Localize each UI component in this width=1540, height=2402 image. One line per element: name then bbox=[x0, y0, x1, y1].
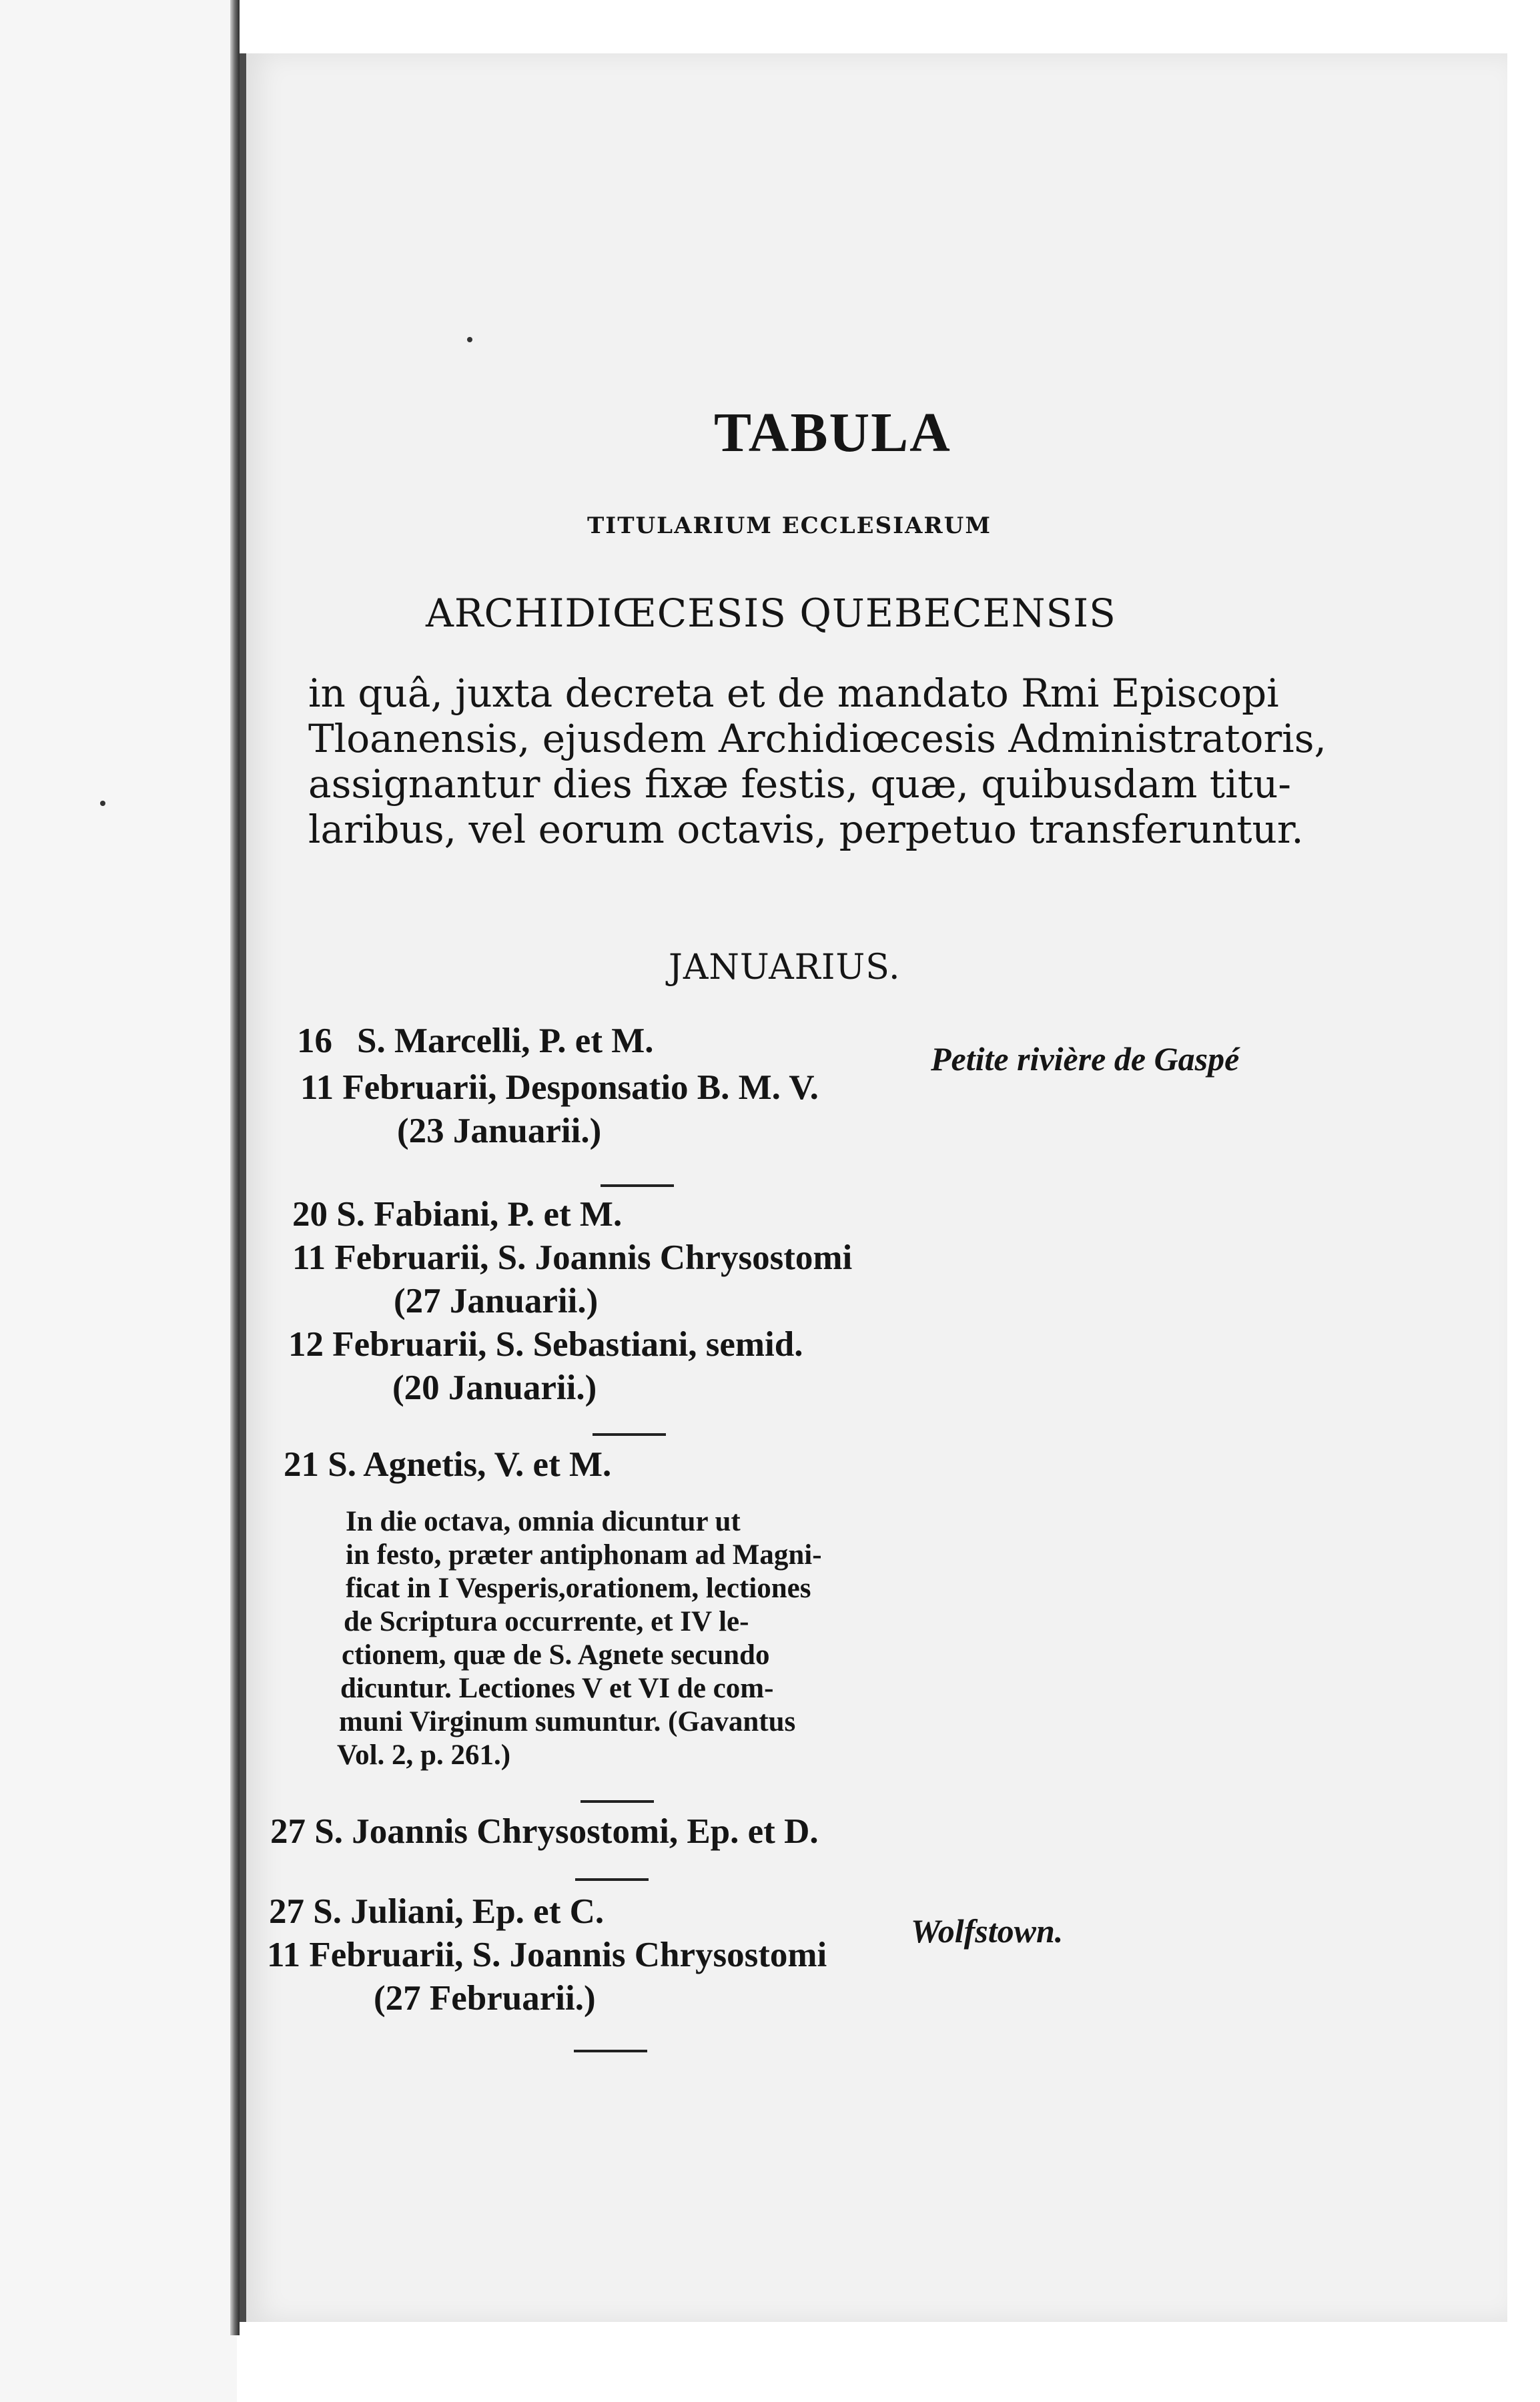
entry-line: (27 Februarii.) bbox=[374, 1979, 596, 2018]
note-line: in festo, præter antiphonam ad Magni- bbox=[346, 1539, 822, 1571]
entry-line: 12 Februarii, S. Sebastiani, semid. bbox=[288, 1325, 803, 1364]
entry-place: Petite rivière de Gaspé bbox=[931, 1040, 1240, 1078]
entry-line: 11 Februarii, Desponsatio B. M. V. bbox=[300, 1068, 819, 1107]
intro-line: Tloanensis, ejusdem Archidiœcesis Administratoris, bbox=[308, 716, 1326, 761]
intro-line: assignantur dies fixæ festis, quæ, quibusdam titu- bbox=[308, 761, 1291, 807]
intro-line: in quâ, juxta decreta et de mandato Rmi Episcopi bbox=[308, 671, 1279, 716]
entry-line: (23 Januarii.) bbox=[397, 1112, 602, 1150]
entry-place: Wolfstown. bbox=[911, 1912, 1064, 1950]
note-line: ctionem, quæ de S. Agnete secundo bbox=[342, 1639, 770, 1671]
page-fold bbox=[230, 0, 240, 2335]
entry-line: 21 S. Agnetis, V. et M. bbox=[284, 1445, 612, 1484]
intro-paragraph bbox=[308, 671, 1326, 852]
scan-margin bbox=[237, 0, 1540, 53]
separator-rule bbox=[574, 2050, 647, 2052]
separator-rule bbox=[575, 1878, 649, 1881]
entry-line: (20 Januarii.) bbox=[392, 1368, 597, 1407]
note-line: dicuntur. Lectiones V et VI de com- bbox=[340, 1673, 774, 1704]
page-subtitle: TITULARIUM ECCLESIARUM bbox=[587, 512, 992, 539]
scan-speck bbox=[467, 337, 472, 342]
entry-title: S. Marcelli, P. et M. bbox=[357, 1022, 654, 1060]
entry-line: 11 Februarii, S. Joannis Chrysostomi bbox=[267, 1936, 827, 1974]
note-line: muni Virginum sumuntur. (Gavantus bbox=[339, 1706, 796, 1737]
separator-rule bbox=[601, 1184, 674, 1187]
note-line: In die octava, omnia dicuntur ut bbox=[346, 1506, 741, 1537]
page-title: TABULA bbox=[714, 402, 951, 464]
month-heading: JANUARIUS. bbox=[669, 947, 901, 987]
entry-line: 20 S. Fabiani, P. et M. bbox=[292, 1195, 623, 1234]
note-line: Vol. 2, p. 261.) bbox=[337, 1739, 511, 1771]
entry-day: 16 bbox=[297, 1022, 332, 1060]
entry-line: 27 S. Juliani, Ep. et C. bbox=[269, 1892, 605, 1931]
page-subtitle-2: ARCHIDIŒCESIS QUEBECENSIS bbox=[426, 590, 1116, 636]
note-line: ficat in I Vesperis,orationem, lectiones bbox=[346, 1573, 811, 1604]
entry-line: 11 Februarii, S. Joannis Chrysostomi bbox=[292, 1238, 853, 1277]
entry-line: 27 S. Joannis Chrysostomi, Ep. et D. bbox=[270, 1812, 819, 1851]
scan-speck bbox=[100, 801, 105, 806]
entry-line: (27 Januarii.) bbox=[394, 1282, 599, 1320]
facing-page bbox=[0, 0, 237, 2402]
separator-rule bbox=[581, 1800, 654, 1803]
intro-line: laribus, vel eorum octavis, perpetuo transferuntur. bbox=[308, 807, 1304, 852]
separator-rule bbox=[593, 1433, 666, 1436]
note-line: de Scriptura occurrente, et IV le- bbox=[344, 1606, 749, 1637]
